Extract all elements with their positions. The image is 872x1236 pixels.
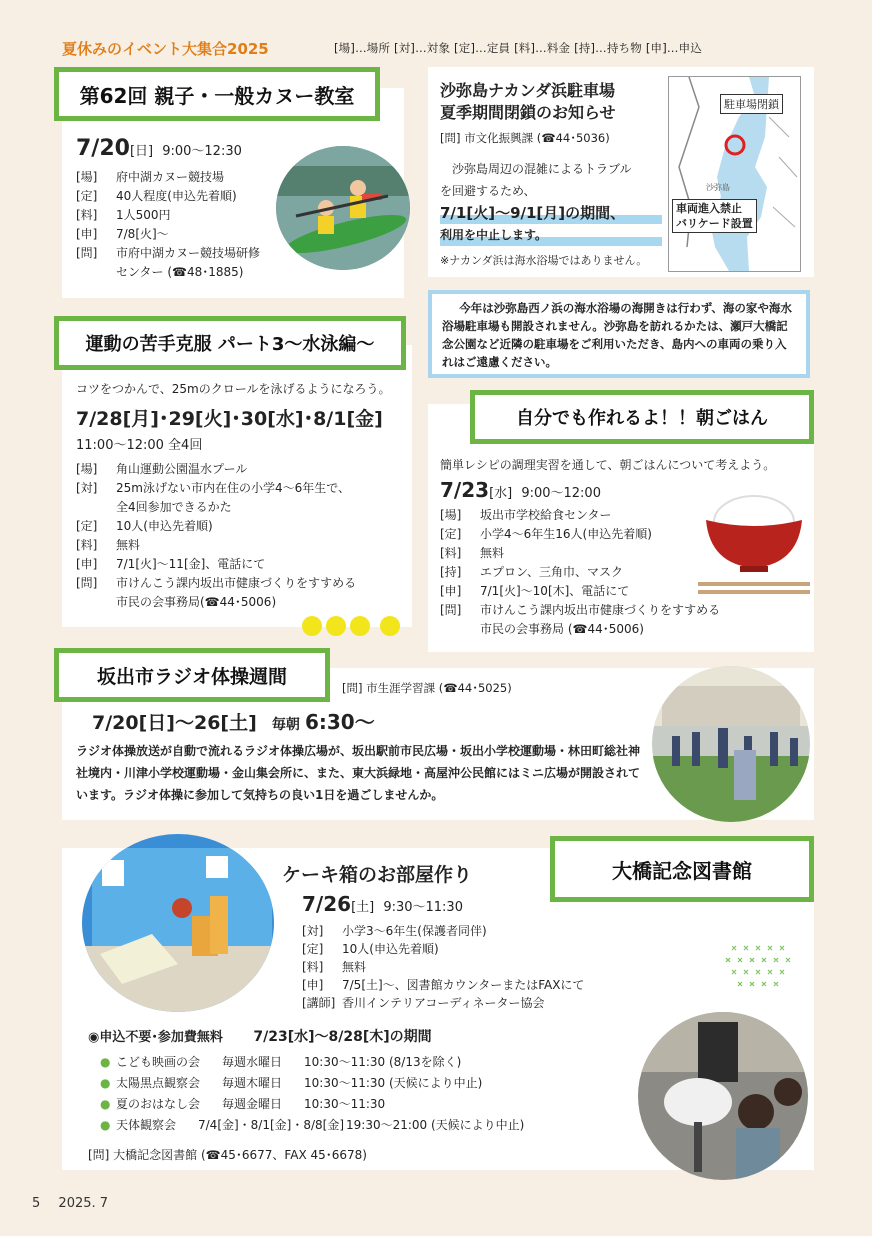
cake-row: [定] 10人(申込先着順) xyxy=(302,942,439,956)
library-title-box xyxy=(550,836,814,902)
canoe-time: 9:00～12:30 xyxy=(162,144,242,159)
list-item: ● こども映画の会 毎週水曜日 10:30～11:30 (8/13を除く) xyxy=(100,1052,524,1073)
cake-row: [講師] 香川インテリアコーディネーター協会 xyxy=(302,996,545,1010)
cake-box-photo xyxy=(82,834,274,1012)
canoe-row: [場] 府中湖カヌー競技場 xyxy=(76,170,225,184)
free-period: 7/23[水]～8/28[木]の期間 xyxy=(253,1029,432,1045)
breakfast-row: [持] エプロン、三角巾、マスク xyxy=(440,565,624,579)
parking-body-line2: を回避するため、 xyxy=(440,184,536,198)
breakfast-row: 市民の会事務局 (☎44･5006) xyxy=(480,622,644,636)
breakfast-day: [水] xyxy=(489,486,513,501)
swim-row: [問] 市けんこう課内坂出市健康づくりをすすめる xyxy=(76,576,357,590)
parking-contact: [問] 市文化振興課 (☎44･5036) xyxy=(440,131,610,145)
list-item: ● 天体観察会 7/4[金]・8/1[金]・8/8[金] 19:30～21:00 (天候により中止) xyxy=(100,1115,524,1136)
cake-date-line xyxy=(302,892,463,916)
canoe-details xyxy=(76,168,276,282)
list-item: ● 夏のおはなし会 毎週金曜日 10:30～11:30 xyxy=(100,1094,524,1115)
bullet-icon: ● xyxy=(100,1076,111,1090)
swim-row: [申] 7/1[火]～11[金]、電話にて xyxy=(76,557,266,571)
radio-time-label: 毎朝 xyxy=(271,717,300,733)
green-x-pattern-decoration xyxy=(722,936,796,1002)
breakfast-lead: 簡単レシピの調理実習を通して、朝ごはんについて考えよう。 xyxy=(440,458,776,472)
breakfast-row: [問] 市けんこう課内坂出市健康づくりをすすめる xyxy=(440,603,721,617)
dot-icon xyxy=(302,616,322,636)
cake-row: [対] 小学3～6年生(保護者同伴) xyxy=(302,924,487,938)
breakfast-date-line xyxy=(440,478,601,502)
bullet-icon: ● xyxy=(100,1097,111,1111)
map-label-place: 沙弥島 xyxy=(706,183,730,192)
beach-notice-text: 今年は沙弥島西ノ浜の海水浴場の海開きは行わず、海の家や海水浴場駐車場も開設されません。沙弥島を訪れるかたは、瀬戸大橋記念公園など近隣の駐車場をご利用いただき、島内への車両の乗り入れはご遠慮ください。 xyxy=(442,301,792,369)
breakfast-row: [料] 無料 xyxy=(440,546,505,560)
radio-photo xyxy=(652,666,810,822)
map-label-no-entry: 車両進入禁止 xyxy=(676,202,742,215)
canoe-date-line xyxy=(76,136,242,161)
radio-title-box xyxy=(54,648,330,702)
swim-title: 運動の苦手克服 パート3～水泳編～ xyxy=(85,334,375,355)
beach-notice xyxy=(428,290,810,378)
swim-row: 市民の会事務局(☎44･5006) xyxy=(116,595,277,609)
swim-row: [料] 無料 xyxy=(76,538,141,552)
swim-row: 全4回参加できるかた xyxy=(116,500,232,514)
rice-bowl-icon xyxy=(698,480,810,598)
cake-date: 7/26 xyxy=(302,892,352,916)
list-item: ● 太陽黒点観察会 毎週木曜日 10:30～11:30 (天候により中止) xyxy=(100,1073,524,1094)
breakfast-time: 9:00～12:00 xyxy=(521,486,601,501)
canoe-title: 第62回 親子・一般カヌー教室 xyxy=(79,83,355,108)
dot-icon xyxy=(326,616,346,636)
canoe-row: [料] 1人500円 xyxy=(76,208,171,222)
canoe-date: 7/20 xyxy=(76,136,130,161)
swim-row: [定] 10人(申込先着順) xyxy=(76,519,213,533)
parking-title-line1: 沙弥島ナカンダ浜駐車場 xyxy=(440,81,616,100)
library-title: 大橋記念図書館 xyxy=(612,858,752,883)
breakfast-row: [定] 小学4～6年生16人(申込先着順) xyxy=(440,527,652,541)
abbreviation-legend: [場]…場所 [対]…対象 [定]…定員 [料]…料金 [持]…持ち物 [申]…申込 xyxy=(334,41,703,55)
radio-title: 坂出市ラジオ体操週間 xyxy=(96,665,287,688)
library-contact: [問] 大橋記念図書館 (☎45･6677、FAX 45･6678) xyxy=(88,1148,367,1162)
page-footer xyxy=(32,1196,108,1211)
radio-time: 6:30～ xyxy=(304,710,375,734)
canoe-row: [問] 市府中湖カヌー競技場研修 xyxy=(76,246,261,260)
issue-date: 2025. 7 xyxy=(58,1196,109,1211)
page-number: 5 xyxy=(32,1196,41,1211)
swim-date: 7/28[月]･29[火]･30[水]･8/1[金] xyxy=(76,408,383,430)
canoe-photo xyxy=(276,146,410,270)
canoe-row: [定] 40人程度(申込先着順) xyxy=(76,189,237,203)
cake-title: ケーキ箱のお部屋作り xyxy=(282,864,473,886)
parking-title-line2: 夏季期間閉鎖のお知らせ xyxy=(440,103,616,122)
breakfast-row: [申] 7/1[火]～10[木]、電話にて xyxy=(440,584,630,598)
telescope-photo xyxy=(638,1012,808,1180)
dot-icon xyxy=(380,616,400,636)
breakfast-title: 自分でも作れるよ！！朝ごはん xyxy=(516,408,768,429)
map-label-closed: 駐車場閉鎖 xyxy=(720,94,783,114)
map-label-barricade-text: バリケード設置 xyxy=(676,217,753,230)
canoe-row: [申] 7/8[火]～ xyxy=(76,227,169,241)
cake-day: [土] xyxy=(351,900,375,915)
radio-body: ラジオ体操放送が自動で流れるラジオ体操広場が、坂出駅前市民広場・坂出小学校運動場・林田町総社神社境内・川津小学校運動場・金山集会所に、また、東大浜緑地・高屋沖公民館にはミニ広場が開設されています。ラジオ体操に参加して気持ちの良い1日を過ごしませんか。 xyxy=(76,744,641,802)
parking-body xyxy=(440,158,662,246)
free-label: ◉申込不要･参加費無料 xyxy=(88,1030,223,1045)
breakfast-title-box xyxy=(470,390,814,444)
free-events-header xyxy=(88,1026,432,1046)
radio-date-line xyxy=(92,706,375,735)
swim-time: 11:00～12:00 全4回 xyxy=(76,438,203,453)
canoe-title-box xyxy=(54,67,380,121)
canoe-row: センター (☎48･1885) xyxy=(116,265,244,279)
cake-row: [申] 7/5[土]～、図書館カウンターまたはFAXにて xyxy=(302,978,585,992)
cake-row: [料] 無料 xyxy=(302,960,367,974)
dot-icon xyxy=(350,616,370,636)
breakfast-date: 7/23 xyxy=(440,478,490,502)
bullet-icon: ● xyxy=(100,1055,111,1069)
swim-details xyxy=(76,460,410,612)
swim-row: [場] 角山運動公園温水プール xyxy=(76,462,248,476)
parking-period: 7/1[火]～9/1[月]の期間、 xyxy=(440,202,662,224)
swim-title-box xyxy=(54,316,406,370)
page-header-title: 夏休みのイベント大集合2025 xyxy=(62,40,269,58)
parking-body-line1: 沙弥島周辺の混雑によるトラブル xyxy=(452,162,632,176)
parking-title xyxy=(440,80,616,124)
bullet-icon: ● xyxy=(100,1118,111,1132)
map-label-barricade xyxy=(672,199,757,233)
swim-row: [対] 25m泳げない市内在住の小学4～6年生で、 xyxy=(76,481,350,495)
swim-lead: コツをつかんで、25mのクロールを泳げるようになろう。 xyxy=(76,382,391,396)
radio-date: 7/20[日]～26[土] xyxy=(92,712,257,734)
cake-details xyxy=(302,922,682,1012)
yellow-dots-decoration xyxy=(302,616,400,636)
parking-note: ※ナカンダ浜は海水浴場ではありません。 xyxy=(440,254,648,267)
canoe-day: [日] xyxy=(129,144,154,159)
cake-time: 9:30～11:30 xyxy=(383,900,463,915)
parking-stop: 利用を中止します。 xyxy=(440,224,662,246)
breakfast-row: [場] 坂出市学校給食センター xyxy=(440,508,612,522)
free-events-list xyxy=(100,1052,524,1136)
radio-contact: [問] 市生涯学習課 (☎44･5025) xyxy=(342,681,512,695)
